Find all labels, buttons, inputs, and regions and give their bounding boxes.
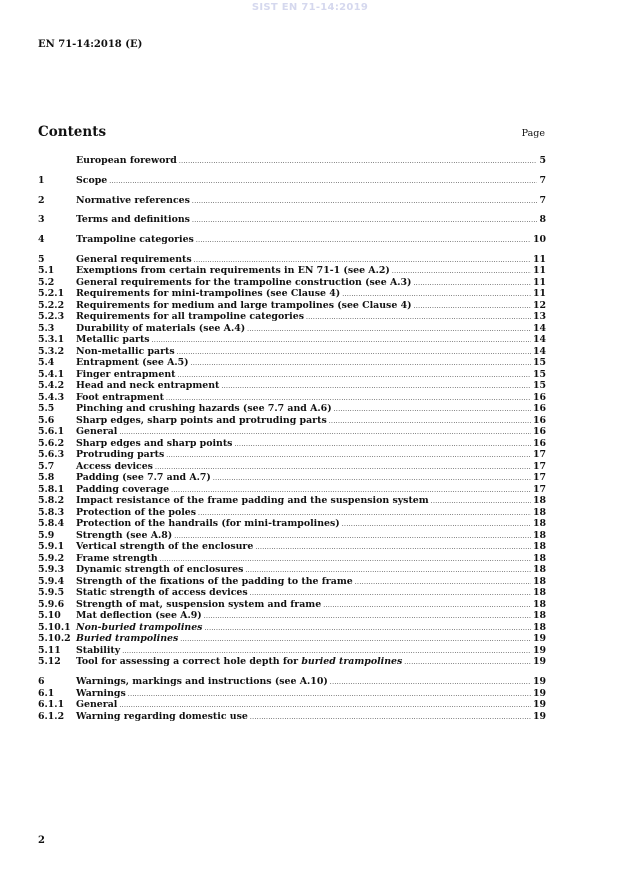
toc-entry-number: 4: [38, 234, 45, 246]
toc-entry[interactable]: [38, 688, 546, 700]
toc-entry-number: 5.4: [38, 357, 55, 369]
toc-entry-number: 5.10: [38, 610, 61, 622]
toc-entry-number: 5.1: [38, 265, 55, 277]
toc-entry-number: 5.5: [38, 403, 55, 415]
toc-leader-dots: [414, 301, 531, 313]
toc-entry[interactable]: [38, 564, 546, 576]
toc-entry-title: Padding (see 7.7 and A.7): [76, 472, 211, 484]
toc-entry[interactable]: [38, 346, 546, 358]
watermark: SIST EN 71-14:2019: [251, 2, 369, 13]
toc-entry-title: Pinching and crushing hazards (see 7.7 and A.6): [76, 403, 332, 415]
toc-entry-title: Warnings, markings and instructions (see A.10): [76, 676, 328, 688]
toc-entry-page: 18: [532, 552, 546, 564]
toc-entry-page: 19: [532, 710, 546, 722]
toc-entry-page: 12: [532, 299, 546, 311]
toc-entry[interactable]: [38, 277, 546, 289]
toc-entry-title: Requirements for mini-trampolines (see Clause 4): [76, 288, 341, 300]
toc-entry-page: 17: [532, 472, 546, 484]
toc-leader-dots: [355, 577, 531, 589]
toc-entry-number: 5.11: [38, 644, 61, 656]
toc-entry-page: 14: [532, 322, 546, 334]
toc-entry-title: Buried trampolines: [76, 633, 179, 645]
toc-entry-page: 10: [532, 234, 546, 246]
toc-entry-page: 16: [532, 403, 546, 415]
toc-entry[interactable]: [38, 484, 546, 496]
toc-entry-number: 6.1.1: [38, 699, 65, 711]
toc-entry-title: General requirements: [76, 253, 192, 265]
toc-entry-page: 18: [532, 541, 546, 553]
toc-entry-number: 5.9.1: [38, 541, 65, 553]
toc-entry-page: 18: [532, 598, 546, 610]
toc-entry[interactable]: [38, 495, 546, 507]
toc-entry-title: Frame strength: [76, 552, 158, 564]
toc-entry[interactable]: [38, 599, 546, 611]
toc-entry-title: Sharp edges and sharp points: [76, 437, 233, 449]
toc-entry-title: Metallic parts: [76, 334, 150, 346]
toc-entry[interactable]: [38, 699, 546, 711]
toc-leader-dots: [152, 335, 531, 347]
toc-entry-title: Non-buried trampolines: [76, 621, 203, 633]
toc-entry-number: 5.3: [38, 322, 55, 334]
toc-leader-dots: [204, 611, 531, 623]
document-id: EN 71-14:2018 (E): [38, 39, 143, 50]
toc-entry-page: 18: [532, 610, 546, 622]
toc-entry[interactable]: [38, 610, 546, 622]
toc-entry-title: Scope: [76, 174, 108, 186]
toc-leader-dots: [196, 235, 531, 247]
toc-entry-title: Mat deflection (see A.9): [76, 610, 202, 622]
toc-entry-number: 2: [38, 194, 45, 206]
toc-entry-page: 18: [532, 518, 546, 530]
toc-leader-dots: [392, 266, 531, 278]
toc-entry[interactable]: [38, 449, 546, 461]
toc-leader-dots: [247, 324, 531, 336]
toc-leader-dots: [414, 278, 531, 290]
toc-entry-page: 18: [532, 621, 546, 633]
toc-entry-title: Non-metallic parts: [76, 345, 175, 357]
toc-entry-title: Foot entrapment: [76, 391, 164, 403]
toc-entry-page: 18: [532, 529, 546, 541]
toc-entry-title: Protection of the poles: [76, 506, 197, 518]
toc-leader-dots: [180, 634, 531, 646]
toc-entry-title: Static strength of access devices: [76, 587, 248, 599]
toc-entry[interactable]: [38, 334, 546, 346]
toc-entry-title: Vertical strength of the enclosure: [76, 541, 254, 553]
toc-entry[interactable]: [38, 622, 546, 634]
toc-entry-title: Sharp edges, sharp points and protruding parts: [76, 414, 327, 426]
toc-entry-number: 5.12: [38, 656, 61, 668]
toc-entry[interactable]: [38, 392, 546, 404]
toc-entry-page: 11: [532, 288, 546, 300]
toc-entry[interactable]: [38, 656, 546, 668]
toc-entry[interactable]: [38, 426, 546, 438]
toc-entry[interactable]: [38, 380, 546, 392]
toc-entry-title: Warnings: [76, 687, 126, 699]
toc-entry-page: 18: [532, 506, 546, 518]
toc-entry-page: 16: [532, 391, 546, 403]
toc-entry-page: 19: [532, 699, 546, 711]
toc-entry[interactable]: [38, 472, 546, 484]
toc-entry[interactable]: [38, 415, 546, 427]
toc-entry-number: 5.2: [38, 276, 55, 288]
toc-entry-number: 5.2.2: [38, 299, 65, 311]
table-of-contents: [38, 155, 546, 722]
toc-leader-dots: [255, 542, 531, 554]
toc-entry-number: 5.2.3: [38, 311, 65, 323]
toc-entry[interactable]: [38, 311, 546, 323]
toc-entry-page: 19: [532, 676, 546, 688]
toc-entry-page: 17: [532, 483, 546, 495]
toc-entry-page: 14: [532, 334, 546, 346]
toc-entry[interactable]: [38, 587, 546, 599]
toc-entry[interactable]: [38, 518, 546, 530]
toc-entry[interactable]: [38, 461, 546, 473]
contents-title: Contents: [38, 124, 107, 140]
toc-entry-number: 6: [38, 676, 45, 688]
toc-entry-title: General: [76, 426, 118, 438]
toc-leader-dots: [192, 196, 538, 208]
toc-entry-title: Warning regarding domestic use: [76, 710, 248, 722]
toc-leader-dots: [234, 439, 531, 451]
toc-leader-dots: [342, 519, 531, 531]
toc-entry-page: 14: [532, 345, 546, 357]
toc-entry-page: 18: [532, 564, 546, 576]
toc-entry[interactable]: [38, 676, 546, 688]
toc-entry-title: Head and neck entrapment: [76, 380, 220, 392]
toc-entry-title: Normative references: [76, 194, 190, 206]
toc-entry-number: 5.10.1: [38, 621, 71, 633]
toc-entry-number: 3: [38, 214, 45, 226]
toc-entry-page: 13: [532, 311, 546, 323]
toc-leader-dots: [128, 689, 531, 701]
toc-entry-page: 17: [532, 449, 546, 461]
toc-entry-page: 7: [539, 194, 546, 206]
toc-entry[interactable]: [38, 576, 546, 588]
toc-entry-page: 17: [532, 460, 546, 472]
toc-entry-title: Tool for assessing a correct hole depth for buried trampolines: [76, 656, 403, 668]
toc-entry-number: 5.10.2: [38, 633, 71, 645]
toc-entry-number: 6.1.2: [38, 710, 65, 722]
toc-entry[interactable]: [38, 530, 546, 542]
toc-entry-page: 16: [532, 426, 546, 438]
toc-entry[interactable]: [38, 633, 546, 645]
toc-entry-title: Strength (see A.8): [76, 529, 173, 541]
toc-leader-dots: [166, 450, 531, 462]
toc-entry-title: General: [76, 699, 118, 711]
toc-entry[interactable]: [38, 438, 546, 450]
toc-leader-dots: [329, 416, 531, 428]
toc-entry-page: 16: [532, 437, 546, 449]
toc-entry[interactable]: [38, 265, 546, 277]
toc-entry[interactable]: [38, 323, 546, 335]
toc-entry-page: 18: [532, 587, 546, 599]
toc-entry-number: 5.3.2: [38, 345, 65, 357]
toc-entry-number: 5.9.2: [38, 552, 65, 564]
toc-entry-page: 11: [532, 265, 546, 277]
toc-entry-number: 5.6: [38, 414, 55, 426]
toc-entry-number: 5.6.1: [38, 426, 65, 438]
toc-entry-title: Protection of the handrails (for mini-trampolines): [76, 518, 340, 530]
toc-entry-title: Dynamic strength of enclosures: [76, 564, 244, 576]
toc-entry[interactable]: [38, 234, 546, 246]
toc-leader-dots: [431, 496, 531, 508]
toc-entry[interactable]: [38, 288, 546, 300]
toc-entry[interactable]: [38, 507, 546, 519]
toc-entry-title: European foreword: [76, 155, 177, 166]
page-column-label: Page: [521, 128, 545, 139]
toc-entry-number: 5.8: [38, 472, 55, 484]
toc-entry[interactable]: [38, 553, 546, 565]
toc-entry-page: 19: [532, 687, 546, 699]
toc-leader-dots: [192, 215, 538, 227]
toc-entry-number: 5.8.1: [38, 483, 65, 495]
toc-entry[interactable]: [38, 300, 546, 312]
toc-entry-number: 5.4.3: [38, 391, 65, 403]
toc-entry-number: 6.1: [38, 687, 55, 699]
toc-leader-dots: [330, 677, 531, 689]
toc-entry-title: Strength of the fixations of the padding to the frame: [76, 575, 353, 587]
toc-entry-number: 5.6.3: [38, 449, 65, 461]
toc-entry-number: 5.9: [38, 529, 55, 541]
toc-entry-number: 5.8.4: [38, 518, 65, 530]
toc-entry-number: 5.9.5: [38, 587, 65, 599]
toc-entry-number: 5.4.1: [38, 368, 65, 380]
toc-entry-page: 7: [539, 174, 546, 186]
toc-leader-dots: [109, 176, 537, 188]
toc-entry[interactable]: [38, 369, 546, 381]
toc-entry-page: 15: [532, 368, 546, 380]
toc-leader-dots: [221, 381, 531, 393]
toc-entry[interactable]: [38, 195, 546, 207]
toc-entry-title: General requirements for the trampoline construction (see A.3): [76, 276, 412, 288]
toc-leader-dots: [306, 312, 531, 324]
toc-entry-number: 5.8.3: [38, 506, 65, 518]
toc-entry[interactable]: [38, 155, 546, 167]
toc-entry-page: 15: [532, 380, 546, 392]
toc-leader-dots: [179, 156, 538, 168]
toc-leader-dots: [191, 358, 531, 370]
toc-entry-number: 5.7: [38, 460, 55, 472]
toc-entry-title: Terms and definitions: [76, 214, 190, 226]
toc-leader-dots: [334, 404, 531, 416]
toc-entry[interactable]: [38, 645, 546, 657]
toc-entry[interactable]: [38, 254, 546, 266]
toc-entry-number: 5.6.2: [38, 437, 65, 449]
toc-entry-page: 18: [532, 575, 546, 587]
toc-leader-dots: [177, 347, 531, 359]
toc-entry[interactable]: [38, 403, 546, 415]
toc-entry-title: Exemptions from certain requirements in EN 71-1 (see A.2): [76, 265, 390, 277]
toc-leader-dots: [323, 600, 531, 612]
toc-entry-page: 15: [532, 357, 546, 369]
toc-entry[interactable]: [38, 711, 546, 723]
toc-entry-page: 19: [532, 633, 546, 645]
toc-entry-page: 8: [539, 214, 546, 226]
toc-entry-page: 11: [532, 253, 546, 265]
toc-entry-title: Access devices: [76, 460, 153, 472]
toc-entry-title: Impact resistance of the frame padding and the suspension system: [76, 495, 429, 507]
toc-entry-page: 19: [532, 656, 546, 668]
toc-entry-page: 19: [532, 644, 546, 656]
toc-entry[interactable]: [38, 541, 546, 553]
toc-entry-title: Finger entrapment: [76, 368, 176, 380]
toc-entry-number: 1: [38, 174, 45, 186]
toc-entry-page: 11: [532, 276, 546, 288]
toc-entry-title: Protruding parts: [76, 449, 165, 461]
toc-entry-number: 5.4.2: [38, 380, 65, 392]
toc-entry-page: 18: [532, 495, 546, 507]
toc-entry-number: 5.9.3: [38, 564, 65, 576]
toc-entry-title: Stability: [76, 644, 121, 656]
toc-entry-number: 5.3.1: [38, 334, 65, 346]
toc-entry-title: Entrapment (see A.5): [76, 357, 189, 369]
page-number: 2: [38, 835, 45, 846]
toc-entry[interactable]: [38, 357, 546, 369]
toc-leader-dots: [155, 462, 531, 474]
toc-entry-number: 5.8.2: [38, 495, 65, 507]
toc-entry-title: Strength of mat, suspension system and frame: [76, 598, 322, 610]
toc-entry-title: Requirements for all trampoline categories: [76, 311, 304, 323]
toc-entry[interactable]: [38, 214, 546, 226]
toc-leader-dots: [177, 370, 530, 382]
toc-entry-number: 5.2.1: [38, 288, 65, 300]
toc-leader-dots: [404, 657, 531, 669]
toc-leader-dots: [250, 712, 531, 724]
toc-entry-title: Padding coverage: [76, 483, 170, 495]
toc-entry-title: Requirements for medium and large trampolines (see Clause 4): [76, 299, 412, 311]
toc-entry[interactable]: [38, 175, 546, 187]
toc-entry-page: 16: [532, 414, 546, 426]
toc-leader-dots: [204, 623, 531, 635]
toc-entry-number: 5.9.4: [38, 575, 65, 587]
toc-entry-page: 5: [539, 155, 546, 166]
toc-entry-title: Trampoline categories: [76, 234, 194, 246]
toc-entry-number: 5: [38, 253, 45, 265]
toc-leader-dots: [213, 473, 531, 485]
toc-entry-title: Durability of materials (see A.4): [76, 322, 246, 334]
toc-entry-number: 5.9.6: [38, 598, 65, 610]
